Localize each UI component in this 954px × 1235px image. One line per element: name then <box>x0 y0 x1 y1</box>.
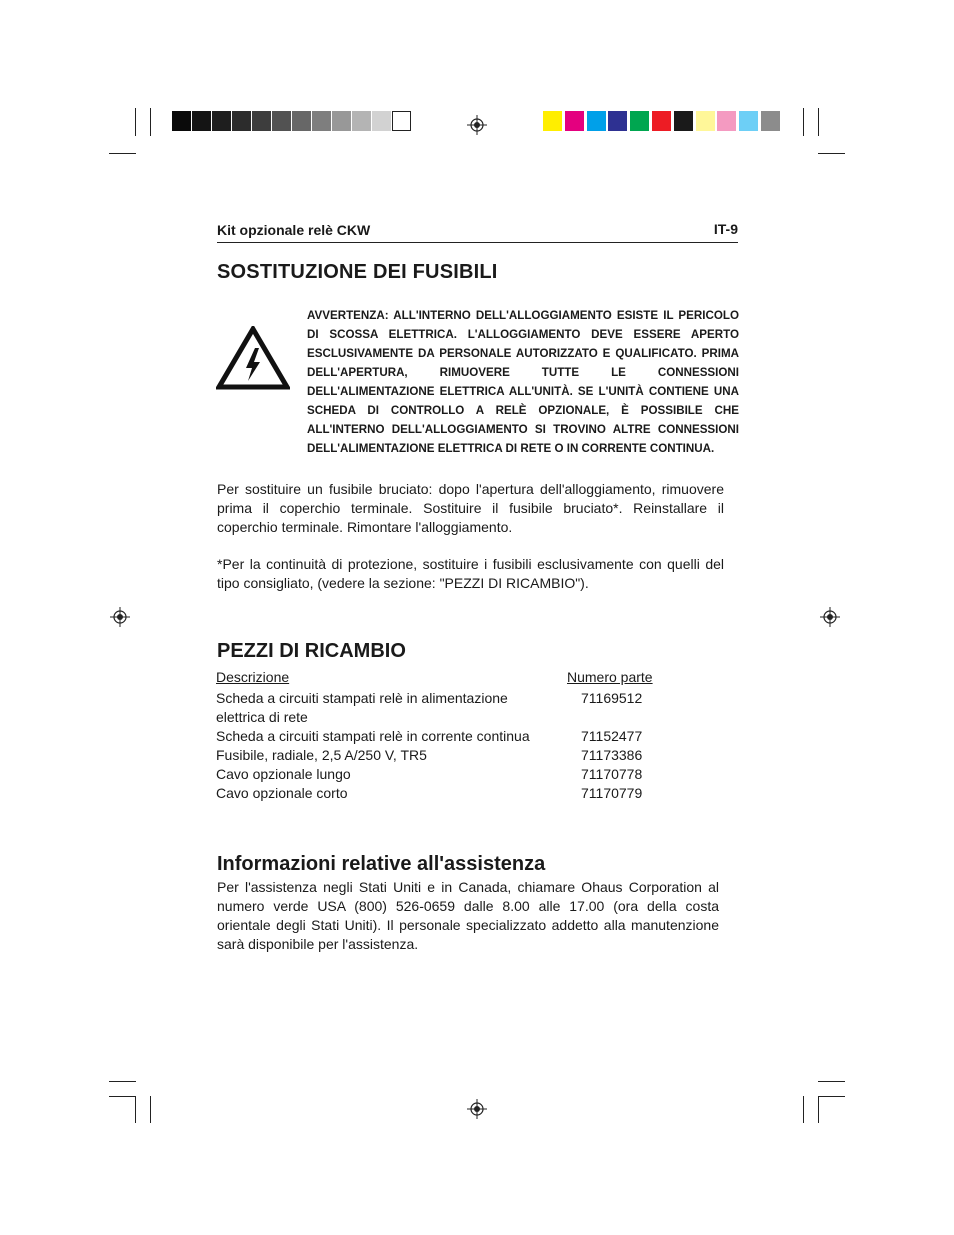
calibration-swatch <box>292 111 311 131</box>
crop-mark <box>109 153 136 154</box>
calibration-swatch <box>212 111 231 131</box>
header-divider <box>217 242 738 243</box>
table-row <box>216 689 656 727</box>
calibration-swatch <box>630 111 649 131</box>
section-heading-service-info: Informazioni relative all'assistenza <box>217 853 546 875</box>
part-description: Scheda a circuiti stampati relè in alimentazione elettrica di rete <box>216 690 508 725</box>
calibration-swatch <box>761 111 780 131</box>
calibration-swatch <box>565 111 584 131</box>
calibration-swatch <box>332 111 351 131</box>
part-number: 71173386 <box>581 747 643 763</box>
service-info-paragraph: Per l'assistenza negli Stati Uniti e in Canada, chiamare Ohaus Corporation al numero verde USA (800) 526-0659 dalle 8.00 alle 17.00 (ora della costa orientale degli Stati Uniti). Il personale specializzato addetto alla manutenzione sarà disponibile per l'assistenza. <box>217 879 719 952</box>
crop-mark <box>135 1096 136 1123</box>
calibration-swatch <box>587 111 606 131</box>
calibration-swatch <box>272 111 291 131</box>
crop-mark <box>818 153 845 154</box>
calibration-swatch <box>739 111 758 131</box>
calibration-swatch <box>372 111 391 131</box>
calibration-swatch <box>608 111 627 131</box>
crop-mark <box>803 108 804 136</box>
crop-mark <box>109 1096 136 1097</box>
electrical-warning-text: AVVERTENZA: ALL'INTERNO DELL'ALLOGGIAMENTO ESISTE IL PERICOLO DI SCOSSA ELETTRICA. L'ALLOGGIAMENTO DEVE ESSERE APERTO ESCLUSIVAMENTE DA PERSONALE AUTORIZZATO E QUALIFICATO. PRIMA DELL'APERTURA, RIMUOVERE TUTTE LE CONNESSIONI DELL'ALIMENTAZIONE ELETTRICA ALL'UNITÀ. SE L'UNITÀ CONTIENE UNA SCHEDA DI CONTROLLO A RELÈ OPZIONALE, È POSSIBILE CHE ALL'INTERNO DELL'ALLOGGIAMENTO SI TROVINO ALTRE CONNESSIONI DELL'ALIMENTAZIONE ELETTRICA DI RETE O IN CORRENTE CONTINUA. <box>307 309 739 455</box>
fuse-type-note: *Per la continuità di protezione, sostituire i fusibili esclusivamente con quelli del tipo consigliato, (vedere la sezione: "PEZZI DI RICAMBIO"). <box>217 556 724 591</box>
part-number: 71170779 <box>581 785 643 801</box>
crop-mark <box>818 1081 845 1082</box>
calibration-swatch <box>392 111 411 131</box>
section-heading-spare-parts: PEZZI DI RICAMBIO <box>217 640 406 662</box>
crop-mark <box>818 1096 845 1097</box>
part-number: 71152477 <box>581 728 643 744</box>
calibration-swatch <box>172 111 191 131</box>
page-number: IT-9 <box>713 221 738 237</box>
crop-mark <box>818 1096 819 1123</box>
calibration-swatch <box>674 111 693 131</box>
crop-mark <box>135 108 136 136</box>
crop-mark <box>109 1081 136 1082</box>
running-header-title: Kit opzionale relè CKW <box>217 222 371 238</box>
calibration-swatch <box>252 111 271 131</box>
crop-mark <box>818 108 819 136</box>
calibration-swatch <box>696 111 715 131</box>
column-header-description: Descrizione <box>216 669 290 685</box>
part-description: Cavo opzionale corto <box>216 785 348 801</box>
calibration-swatch <box>192 111 211 131</box>
calibration-swatch <box>312 111 331 131</box>
calibration-swatch <box>352 111 371 131</box>
part-description: Scheda a circuiti stampati relè in corrente continua <box>216 728 530 744</box>
part-number: 71169512 <box>581 690 643 706</box>
section-heading-fuses: SOSTITUZIONE DEI FUSIBILI <box>217 261 498 283</box>
calibration-swatch <box>652 111 671 131</box>
part-description: Fusibile, radiale, 2,5 A/250 V, TR5 <box>216 747 427 763</box>
registration-mark-icon <box>467 1099 487 1119</box>
electric-shock-warning-icon <box>216 326 290 390</box>
crop-mark <box>150 108 151 136</box>
fuse-replacement-paragraph: Per sostituire un fusibile bruciato: dopo l'apertura dell'alloggiamento, rimuovere prima il coperchio terminale. Sostituire il fusibile bruciato*. Reinstallare il coperchio terminale. Rimontare l'alloggiamento. <box>217 481 724 535</box>
registration-mark-icon <box>467 115 487 135</box>
calibration-swatch <box>232 111 251 131</box>
registration-mark-icon <box>820 607 840 627</box>
registration-mark-icon <box>110 607 130 627</box>
crop-mark <box>803 1096 804 1123</box>
calibration-swatch <box>717 111 736 131</box>
crop-mark <box>150 1096 151 1123</box>
part-description: Cavo opzionale lungo <box>216 766 351 782</box>
column-header-part-number: Numero parte <box>567 669 653 685</box>
calibration-swatch <box>543 111 562 131</box>
part-number: 71170778 <box>581 766 643 782</box>
